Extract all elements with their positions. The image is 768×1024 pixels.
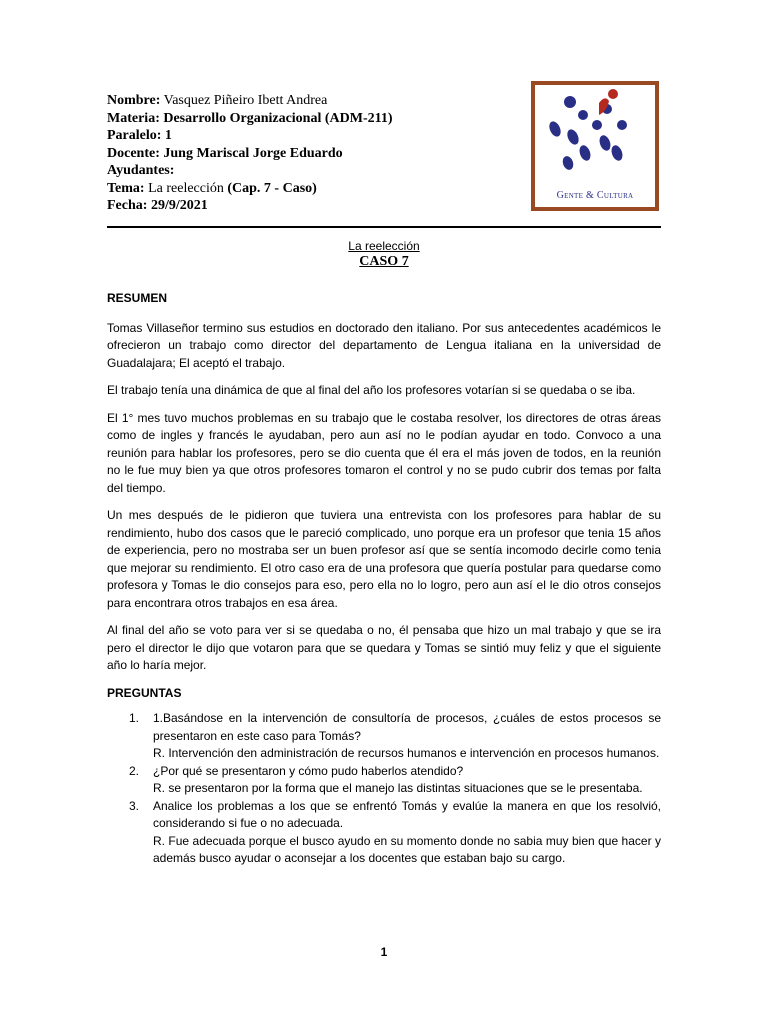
answer-text: R. Intervención den administración de recursos humanos e intervención en procesos humanos. <box>153 746 660 760</box>
materia-row <box>107 110 507 128</box>
docente-row <box>107 145 507 163</box>
fecha-value: 29/9/2021 <box>150 198 208 213</box>
fecha-label: Fecha: <box>107 198 148 213</box>
docente-label: Docente: <box>107 145 160 161</box>
student-info-block <box>107 92 507 215</box>
answer-text: R. se presentaron por la forma que el manejo las distintas situaciones que se le presentaba. <box>153 781 643 795</box>
logo-caption: Gente & Cultura <box>556 190 634 201</box>
answer-text: R. Fue adecuada porque el busco ayudo en su momento donde no sabia muy bien que hacer y además busco ayudar o aconsejar a los docentes que estaban bajo su cargo. <box>153 833 661 865</box>
resumen-paragraph: Al final del año se voto para ver si se quedaba o no, él pensaba que hizo un mal trabajo y que se ira pero el director le dijo que votaron para que se quedara y Tomas se sintió muy feliz y que el siguiente año lo haría mejor. <box>107 623 661 672</box>
question-text: ¿Por qué se presentaron y cómo pudo haberlos atendido? <box>153 763 464 778</box>
paralelo-row <box>107 127 507 145</box>
document-subtitle: La reelección <box>348 239 420 253</box>
question-text: Analice los problemas a los que se enfrentó Tomás y evalúe la manera en que los resolvió, considerando si fue o no adecuada. <box>153 798 661 830</box>
resumen-paragraph: El 1° mes tuvo muchos problemas en su trabajo que le costaba resolver, los directores de otras áreas como de ingles y francés le ayudaban, pero aun así no le podían ayudar en todo. Convoco a una reunión para hablar los profesores, pero se dio cuenta que él era el más joven de todos, en la reunión no le fue muy bien ya que otros profesores tomaron el control y no se pudo cubrir dos temas por falta del tiempo. <box>107 410 661 495</box>
page-number: 1 <box>380 945 388 959</box>
materia-label: Materia: <box>107 110 160 126</box>
name-value: Vasquez Piñeiro Ibett Andrea <box>163 93 328 108</box>
tema-row <box>107 180 507 198</box>
header-divider <box>107 226 661 228</box>
ayudantes-label: Ayudantes: <box>107 163 175 178</box>
question-item <box>107 763 661 798</box>
preguntas-heading: PREGUNTAS <box>107 685 182 700</box>
question-text: 1.Basándose en la intervención de consultoría de procesos, ¿cuáles de estos procesos se presentaron en este caso para Tomás? <box>153 711 661 743</box>
question-item <box>107 798 661 868</box>
materia-value: Desarrollo Organizacional (ADM-211) <box>163 110 393 126</box>
resumen-heading: RESUMEN <box>107 291 168 305</box>
resumen-paragraph: Un mes después de le pidieron que tuviera una entrevista con los profesores para hablar de su rendimiento, hubo dos casos que le pareció complicado, uno porque era un profesor que tenia 15 años de experiencia, pero no mostraba ser un buen profesor así que se sentía incomodo decirle como tenia que mejorar su rendimiento. El otro caso era de una profesora que quería postular para quedarse como profesora y Tomas le dio consejos para eso, pero ella no lo logro, pero aun así el le dio otros consejos para encontrara otros trabajos en esa área. <box>107 508 661 610</box>
resumen-paragraph: El trabajo tenía una dinámica de que al final del año los profesores votarían si se quedaba o se iba. <box>107 383 636 397</box>
resumen-paragraph: Tomas Villaseñor termino sus estudios en doctorado den italiano. Por sus antecedentes académicos le ofrecieron un trabajo como director del departamento de Lengua italiana en la universidad de Guadalajara; El aceptó el trabajo. <box>107 320 661 370</box>
document-body <box>107 290 661 868</box>
fecha-row <box>107 197 507 215</box>
ayudantes-row <box>107 162 507 180</box>
paralelo-value: 1 <box>164 128 172 143</box>
gente-cultura-logo <box>531 81 659 211</box>
paralelo-label: Paralelo: <box>107 128 162 143</box>
question-number: 2. <box>129 763 140 778</box>
questions-list <box>107 710 661 868</box>
docente-value: Jung Mariscal Jorge Eduardo <box>163 145 343 161</box>
question-item <box>107 710 661 763</box>
question-number: 3. <box>129 798 140 813</box>
tema-value: La reelección <box>148 180 224 196</box>
name-label: Nombre: <box>107 93 161 108</box>
name-row <box>107 92 507 110</box>
tema-suffix: (Cap. 7 - Caso) <box>227 180 317 196</box>
tema-label: Tema: <box>107 180 145 196</box>
document-title: CASO 7 <box>359 254 409 269</box>
people-figures-icon <box>535 85 655 185</box>
question-number: 1. <box>129 711 140 725</box>
